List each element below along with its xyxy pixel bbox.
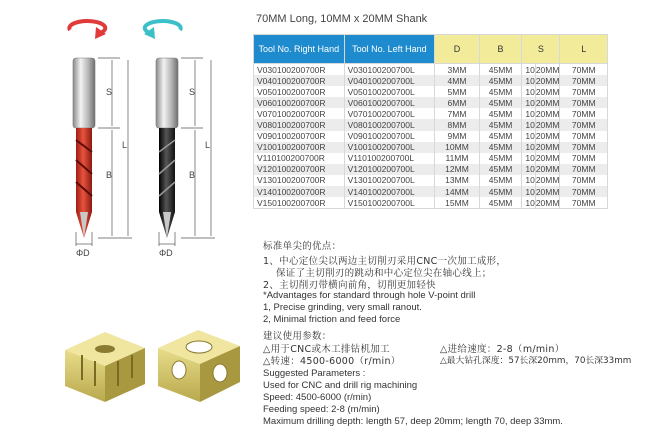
table-row: [254, 142, 608, 153]
dim-label-s: S: [106, 87, 113, 97]
usage-3-cn: △转速：4500-6000（r/min）: [263, 356, 401, 367]
cell-b: 45MM: [479, 164, 522, 175]
cell-b: 45MM: [479, 142, 522, 153]
cell-d: 15MM: [435, 197, 480, 209]
cell-s2: 20MM: [535, 86, 560, 97]
cell-left-hand: V080100200700L: [344, 119, 435, 130]
cell-left-hand: V050100200700L: [344, 86, 435, 97]
cell-s1: 10: [522, 108, 535, 119]
cell-d: 6MM: [435, 97, 480, 108]
cell-left-hand: V060100200700L: [344, 97, 435, 108]
cell-b: 45MM: [479, 119, 522, 130]
cell-s1: 10: [522, 175, 535, 186]
advantage-1-en: 1, Precise grinding, very small ranout.: [263, 302, 422, 313]
advantages-title-en: *Advantages for standard through hole V-point drill: [263, 290, 476, 301]
cell-right-hand: V100100200700R: [254, 142, 345, 153]
cell-d: 3MM: [435, 64, 480, 76]
dim-label-b: B: [106, 170, 113, 180]
dim-label-d-left: ΦD: [159, 248, 173, 258]
params-title-en: Suggested Parameters :: [263, 368, 366, 379]
page-title: 70MM Long, 10MM x 20MM Shank: [256, 13, 428, 25]
cell-l: 70MM: [560, 119, 608, 130]
cell-l: 70MM: [560, 64, 608, 76]
cell-l: 70MM: [560, 175, 608, 186]
usage-title-cn: 建议使用参数：: [263, 331, 332, 342]
clockwise-arrow-icon: [69, 21, 106, 39]
cell-s2: 20MM: [535, 175, 560, 186]
cell-right-hand: V080100200700R: [254, 119, 345, 130]
col-header-d: D: [435, 35, 480, 64]
cell-s2: 20MM: [535, 120, 560, 131]
cell-s2: 20MM: [535, 142, 560, 153]
cell-l: 70MM: [560, 131, 608, 142]
cell-left-hand: V120100200700L: [344, 164, 435, 175]
cell-s1: 10: [522, 75, 535, 86]
right-hand-drill-bit: [73, 58, 95, 238]
cell-s2: 20MM: [535, 108, 560, 119]
cell-d: 7MM: [435, 108, 480, 119]
cell-s1: 10: [522, 119, 535, 130]
col-header-b: B: [479, 35, 522, 64]
cell-right-hand: V150100200700R: [254, 197, 345, 209]
cell-s1: 10: [522, 164, 535, 175]
cell-d: 13MM: [435, 175, 480, 186]
usage-4-cn: △最大钻孔深度：57长深20mm，70长深33mm: [440, 356, 632, 366]
cell-s1: 10: [522, 131, 535, 142]
table-row: [254, 197, 608, 209]
cell-s2: 20MM: [535, 164, 560, 175]
dim-label-l: L: [122, 140, 128, 150]
cell-b: 45MM: [479, 131, 522, 142]
table-row: [254, 64, 608, 76]
cell-b: 45MM: [479, 97, 522, 108]
cell-b: 45MM: [479, 153, 522, 164]
params-1-en: Used for CNC and drill rig machining: [263, 380, 418, 391]
table-row: [254, 131, 608, 142]
cell-s2: 20MM: [535, 75, 560, 86]
advantages-title-cn: 标准单尖的优点：: [263, 241, 342, 252]
cell-b: 45MM: [479, 175, 522, 186]
cell-s1: 10: [522, 186, 535, 197]
cell-s1: 10: [522, 153, 535, 164]
counterclockwise-arrow-icon: [144, 21, 181, 39]
cell-left-hand: V130100200700L: [344, 175, 435, 186]
dim-label-s-left: S: [189, 87, 196, 97]
table-row: [254, 175, 608, 186]
cell-left-hand: V150100200700L: [344, 197, 435, 209]
cell-left-hand: V070100200700L: [344, 108, 435, 119]
advantage-1b-cn: 保证了主切削刃的跳动和中心定位尖在轴心线上；: [276, 268, 492, 279]
cell-right-hand: V070100200700R: [254, 108, 345, 119]
cell-left-hand: V140100200700L: [344, 186, 435, 197]
cell-d: 5MM: [435, 86, 480, 97]
cell-right-hand: V090100200700R: [254, 131, 345, 142]
cell-right-hand: V120100200700R: [254, 164, 345, 175]
dim-label-d: ΦD: [76, 248, 90, 258]
cell-d: 12MM: [435, 164, 480, 175]
cell-d: 4MM: [435, 75, 480, 86]
drill-bit-drawing: [0, 0, 240, 260]
cell-l: 70MM: [560, 108, 608, 119]
table-row: [254, 119, 608, 130]
cell-b: 45MM: [479, 186, 522, 197]
cell-right-hand: V110100200700R: [254, 153, 345, 164]
table-row: [254, 108, 608, 119]
advantage-1a-cn: 1、中心定位尖以两边主切削刃采用CNC一次加工成形，: [263, 256, 507, 267]
cell-d: 10MM: [435, 142, 480, 153]
dim-label-b-left: B: [189, 170, 196, 180]
cell-right-hand: V050100200700R: [254, 86, 345, 97]
spec-table: [253, 34, 608, 209]
cell-s2: 20MM: [535, 64, 560, 75]
col-header-right-hand: Tool No. Right Hand: [254, 35, 345, 64]
cell-left-hand: V030100200700L: [344, 64, 435, 76]
cell-s1: 10: [522, 86, 535, 97]
cell-l: 70MM: [560, 186, 608, 197]
cell-l: 70MM: [560, 197, 608, 209]
table-row: [254, 164, 608, 175]
cell-l: 70MM: [560, 75, 608, 86]
spec-table-header: [254, 35, 608, 64]
cell-l: 70MM: [560, 153, 608, 164]
table-row: [254, 153, 608, 164]
cell-d: 14MM: [435, 186, 480, 197]
cell-s1: 10: [522, 142, 535, 153]
cell-s1: 10: [522, 97, 535, 108]
wood-block-right: [158, 330, 240, 402]
cell-b: 45MM: [479, 197, 522, 209]
cell-l: 70MM: [560, 164, 608, 175]
table-row: [254, 75, 608, 86]
params-3-en: Feeding speed: 2-8 (m/min): [263, 404, 380, 415]
cell-s1: 10: [522, 197, 535, 209]
table-row: [254, 97, 608, 108]
cell-b: 45MM: [479, 75, 522, 86]
cell-b: 45MM: [479, 108, 522, 119]
table-row: [254, 86, 608, 97]
cell-l: 70MM: [560, 142, 608, 153]
left-hand-drill-bit: [156, 58, 178, 238]
cell-left-hand: V040100200700L: [344, 75, 435, 86]
cell-s2: 20MM: [535, 97, 560, 108]
cell-left-hand: V100100200700L: [344, 142, 435, 153]
cell-s2: 20MM: [535, 197, 560, 208]
usage-1-cn: △用于CNC或木工排钻机加工: [263, 344, 390, 355]
table-row: [254, 186, 608, 197]
cell-d: 11MM: [435, 153, 480, 164]
cell-d: 9MM: [435, 131, 480, 142]
drilled-wood-blocks-image: [60, 320, 250, 405]
cell-right-hand: V060100200700R: [254, 97, 345, 108]
cell-l: 70MM: [560, 86, 608, 97]
cell-left-hand: V110100200700L: [344, 153, 435, 164]
wood-block-left: [65, 332, 145, 402]
cell-s2: 20MM: [535, 186, 560, 197]
col-header-l: L: [560, 35, 608, 64]
cell-right-hand: V140100200700R: [254, 186, 345, 197]
cell-s2: 20MM: [535, 131, 560, 142]
cell-left-hand: V090100200700L: [344, 131, 435, 142]
cell-right-hand: V130100200700R: [254, 175, 345, 186]
cell-d: 8MM: [435, 119, 480, 130]
cell-s2: 20MM: [535, 153, 560, 164]
cell-s1: 10: [522, 64, 535, 76]
params-4-en: Maximum drilling depth: length 57, deep 20mm; length 70, deep 33mm.: [263, 416, 563, 427]
cell-right-hand: V040100200700R: [254, 75, 345, 86]
advantage-2-cn: 2、主切削刃带横向前角，切削更加轻快: [263, 280, 436, 291]
cell-l: 70MM: [560, 97, 608, 108]
col-header-s: S: [522, 35, 560, 64]
col-header-left-hand: Tool No. Left Hand: [344, 35, 435, 64]
params-2-en: Speed: 4500-6000 (r/min): [263, 392, 372, 403]
usage-2-cn: △进给速度：2-8（m/min）: [440, 344, 565, 355]
cell-right-hand: V030100200700R: [254, 64, 345, 76]
cell-b: 45MM: [479, 86, 522, 97]
advantage-2-en: 2, Minimal friction and feed force: [263, 314, 401, 325]
cell-b: 45MM: [479, 64, 522, 76]
dim-label-l-left: L: [205, 140, 211, 150]
